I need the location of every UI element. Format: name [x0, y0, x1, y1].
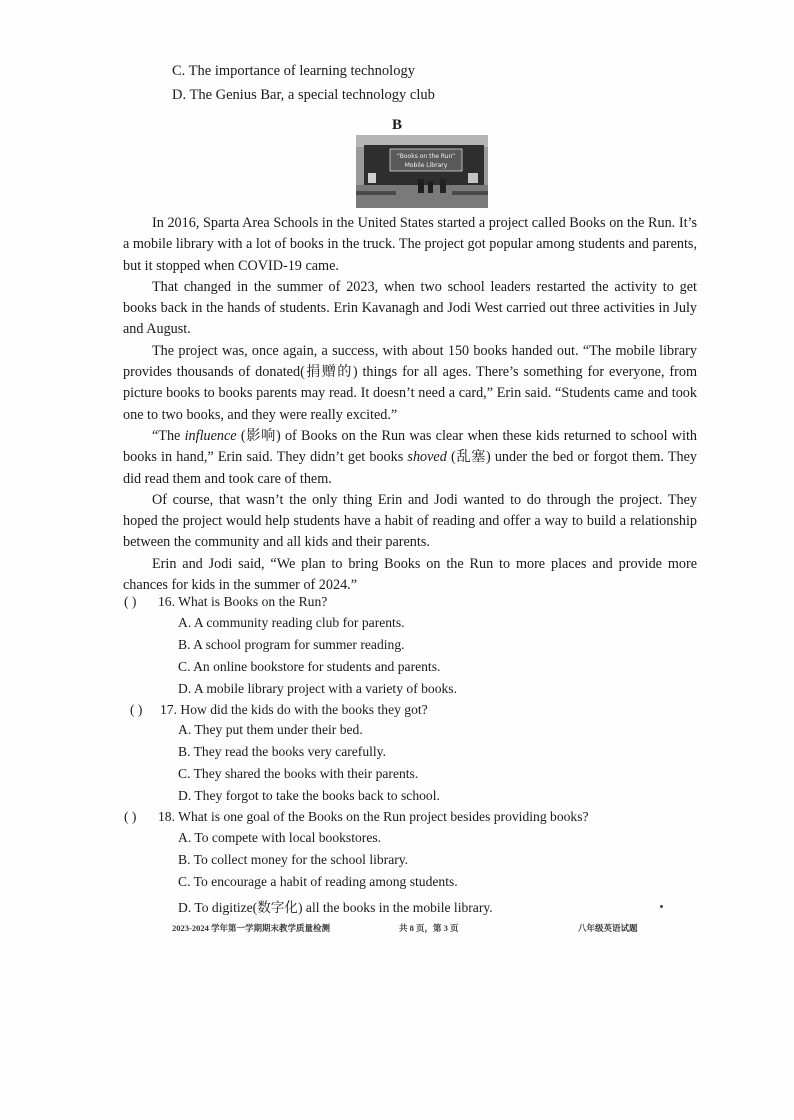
answer-blank-17[interactable]: ( ): [130, 702, 143, 717]
option-c-previous: C. The importance of learning technology: [172, 63, 415, 79]
q18-option-b: B. To collect money for the school library.: [178, 852, 409, 867]
passage-paragraph-6: Erin and Jodi said, “We plan to bring Books on the Run to more places and provide more chances for kids in the summer of 2024.”: [123, 555, 697, 594]
passage-paragraph-4: [123, 426, 697, 490]
photo-illustration: [356, 135, 488, 208]
reading-passage: [123, 213, 697, 596]
question-16-text: 16. What is Books on the Run?: [158, 594, 328, 609]
p4-text-a: “The: [152, 427, 185, 444]
mobile-library-photo: [356, 135, 488, 208]
q16-option-a: A. A community reading club for parents.: [178, 615, 405, 630]
passage-paragraph-5: Of course, that wasn’t the only thing Erin and Jodi wanted to do through the project. They hoped the project would help students have a habit of reading and offer a way to build a relationship between the community and all kids and their parents.: [123, 491, 697, 551]
footer-exam-title: 2023-2024 学年第一学期期末教学质量检测: [172, 923, 330, 933]
answer-blank-16[interactable]: ( ): [124, 594, 137, 609]
p4-text-c: (乱塞) under the bed or forgot them. They did read them and took care of them.: [123, 449, 697, 487]
passage-paragraph-3: The project was, once again, a success, with about 150 books handed out. “The mobile library provides thousands of donated(捐赠的) things for all ages. There’s something for everyone, from picture books to books parents may read. It doesn’t need a card,” Erin said. “Students came and took one to two books, and they were really excited.”: [123, 342, 697, 423]
photo-sign-line-2: Mobile Library: [404, 162, 448, 169]
q17-option-c: C. They shared the books with their parents.: [178, 766, 419, 781]
q16-option-c: C. An online bookstore for students and parents.: [178, 659, 441, 674]
passage-paragraph-2: That changed in the summer of 2023, when two school leaders restarted the activity to get books back in the hands of students. Erin Kavanagh and Jodi West carried out three activities in July and August.: [123, 278, 697, 338]
q18-option-a: A. To compete with local bookstores.: [178, 830, 382, 845]
footer-page-number: 共 8 页，第 3 页: [399, 923, 459, 933]
word-shoved: shoved: [407, 449, 447, 466]
question-18: [124, 809, 589, 825]
q17-option-a: A. They put them under their bed.: [178, 722, 363, 737]
q18-option-c: C. To encourage a habit of reading among students.: [178, 874, 458, 889]
option-d-previous: D. The Genius Bar, a special technology club: [172, 87, 435, 103]
question-16: [124, 594, 327, 610]
footer-subject: 八年级英语试题: [578, 923, 638, 933]
passage-paragraph-1: In 2016, Sparta Area Schools in the United States started a project called Books on the Run. It’s a mobile library with a lot of books in the truck. The project got popular among students and parents, but it stopped when COVID-19 came.: [123, 215, 697, 274]
section-label: B: [391, 117, 402, 133]
q18-option-d: D. To digitize(数字化) all the books in the mobile library.: [178, 900, 493, 915]
question-17: [130, 702, 428, 718]
p4-text-b: (影响) of Books on the Run was clear when these kids returned to school with books in hand,” Erin said. They didn’t get books: [123, 427, 697, 466]
q16-option-d: D. A mobile library project with a variety of books.: [178, 681, 457, 696]
word-influence: influence: [184, 427, 237, 444]
answer-blank-18[interactable]: ( ): [124, 809, 137, 824]
photo-sign-line-1: “Books on the Run”: [396, 153, 456, 160]
stray-dot: [660, 905, 663, 908]
q17-option-d: D. They forgot to take the books back to school.: [178, 788, 440, 803]
question-18-text: 18. What is one goal of the Books on the Run project besides providing books?: [158, 809, 589, 824]
question-17-text: 17. How did the kids do with the books they got?: [160, 702, 428, 717]
q17-option-b: B. They read the books very carefully.: [178, 744, 386, 759]
q16-option-b: B. A school program for summer reading.: [178, 637, 405, 652]
